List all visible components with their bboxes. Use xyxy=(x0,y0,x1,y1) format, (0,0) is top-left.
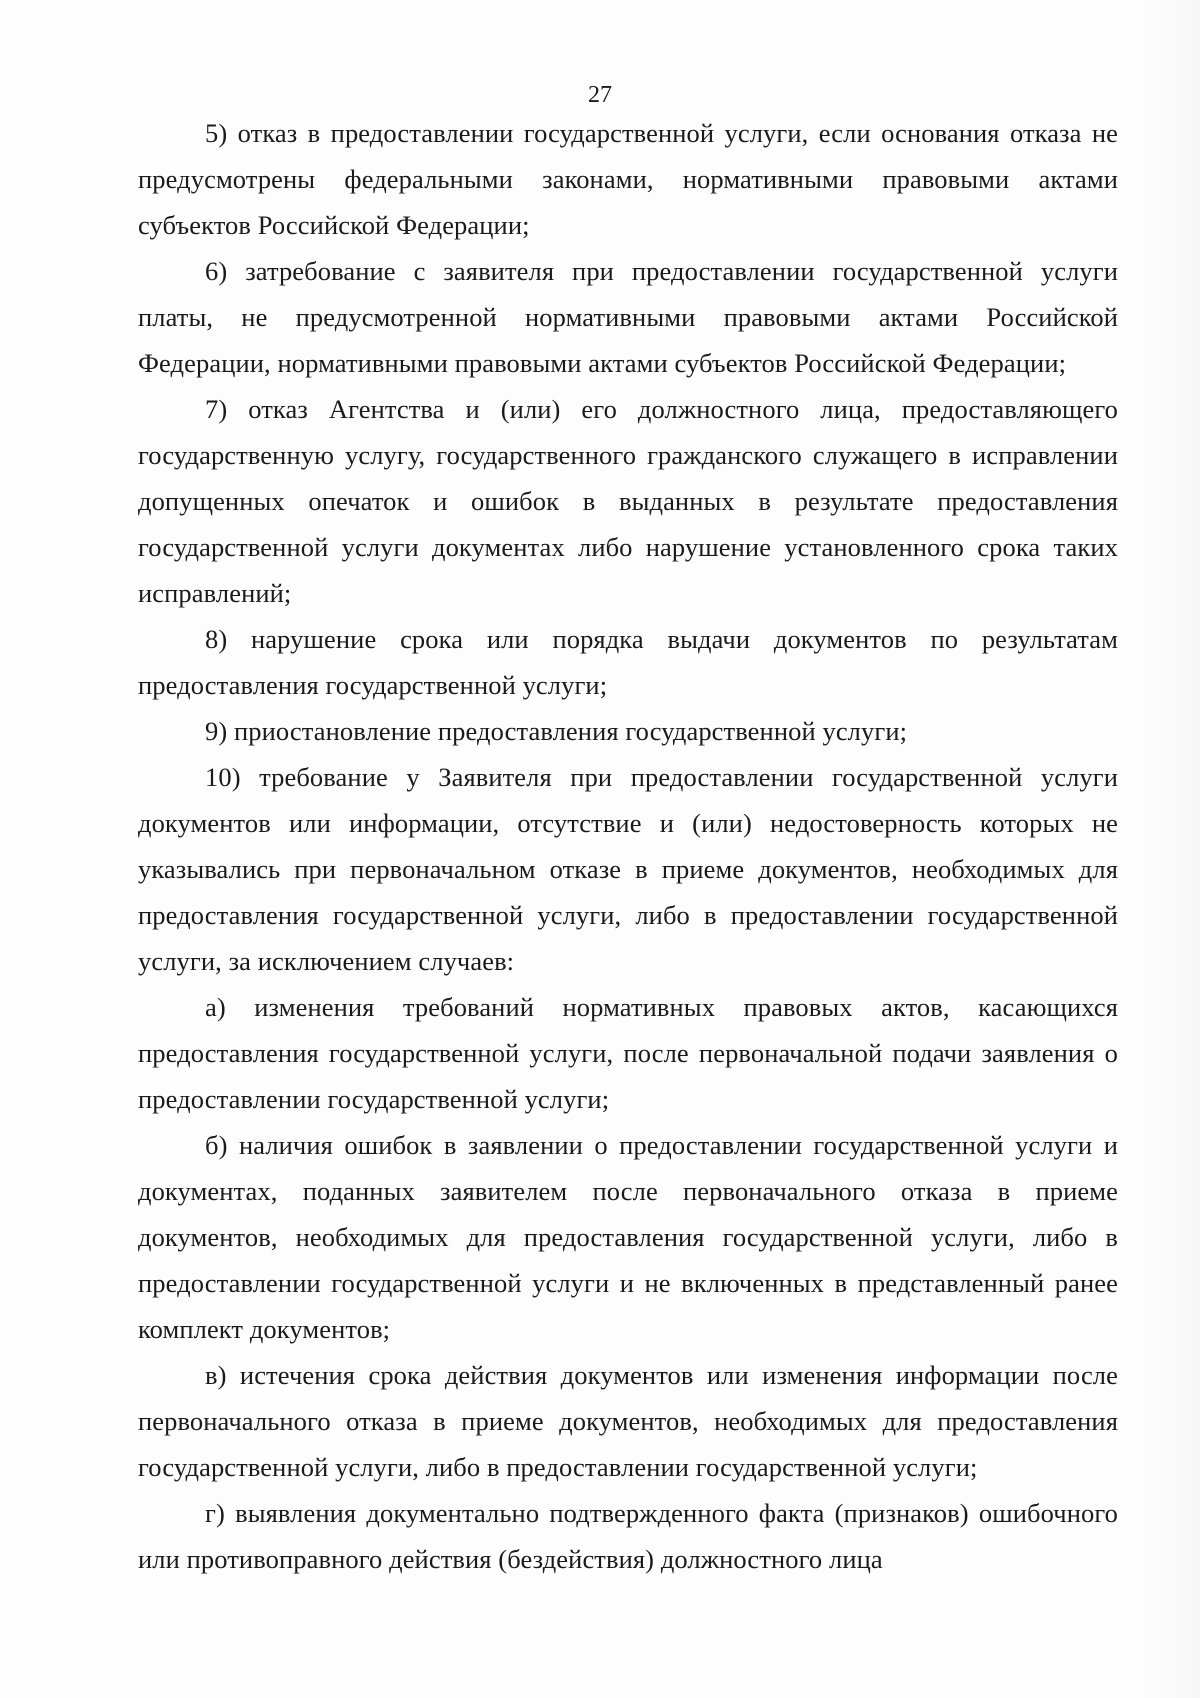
paragraph-item-9: 9) приостановление предоставления государственной услуги; xyxy=(205,716,908,746)
paragraph-subitem-g: г) выявления документально подтвержденного факта (признаков) ошибочного или противоправного действия (бездействия) должностного лица xyxy=(138,1498,1118,1574)
scan-shadow-edge xyxy=(1140,0,1200,1698)
paragraph-item-7: 7) отказ Агентства и (или) его должностного лица, предоставляющего государственную услугу, государственного гражданского служащего в исправлении допущенных опечаток и ошибок в выданных в результате предоставления государственной услуги документах либо нарушение установленного срока таких исправлений; xyxy=(138,394,1118,608)
paragraph-item-8: 8) нарушение срока или порядка выдачи документов по результатам предоставления государственной услуги; xyxy=(138,624,1118,700)
paragraph-subitem-v: в) истечения срока действия документов или изменения информации после первоначального отказа в приеме документов, необходимых для предоставления государственной услуги, либо в предоставлении государственной услуги; xyxy=(138,1360,1118,1482)
paragraph-subitem-b: б) наличия ошибок в заявлении о предоставлении государственной услуги и документах, поданных заявителем после первоначального отказа в приеме документов, необходимых для предоставления государственной услуги, либо в предоставлении государственной услуги и не включенных в представленный ранее комплект документов; xyxy=(138,1130,1118,1344)
paragraph-item-10: 10) требование у Заявителя при предоставлении государственной услуги документов или информации, отсутствие и (или) недостоверность которых не указывались при первоначальном отказе в приеме документов, необходимых для предоставления государственной услуги, либо в предоставлении государственной услуги, за исключением случаев: xyxy=(138,762,1118,976)
paragraph-item-5: 5) отказ в предоставлении государственной услуги, если основания отказа не предусмотрены федеральными законами, нормативными правовыми актами субъектов Российской Федерации; xyxy=(138,118,1118,240)
paragraph-item-6: 6) затребование с заявителя при предоставлении государственной услуги платы, не предусмотренной нормативными правовыми актами Российской Федерации, нормативными правовыми актами субъектов Российской Федерации; xyxy=(138,256,1118,378)
paragraph-subitem-a: а) изменения требований нормативных правовых актов, касающихся предоставления государственной услуги, после первоначальной подачи заявления о предоставлении государственной услуги; xyxy=(138,992,1118,1114)
document-body xyxy=(138,110,1118,1582)
page-number: 27 xyxy=(588,82,612,108)
